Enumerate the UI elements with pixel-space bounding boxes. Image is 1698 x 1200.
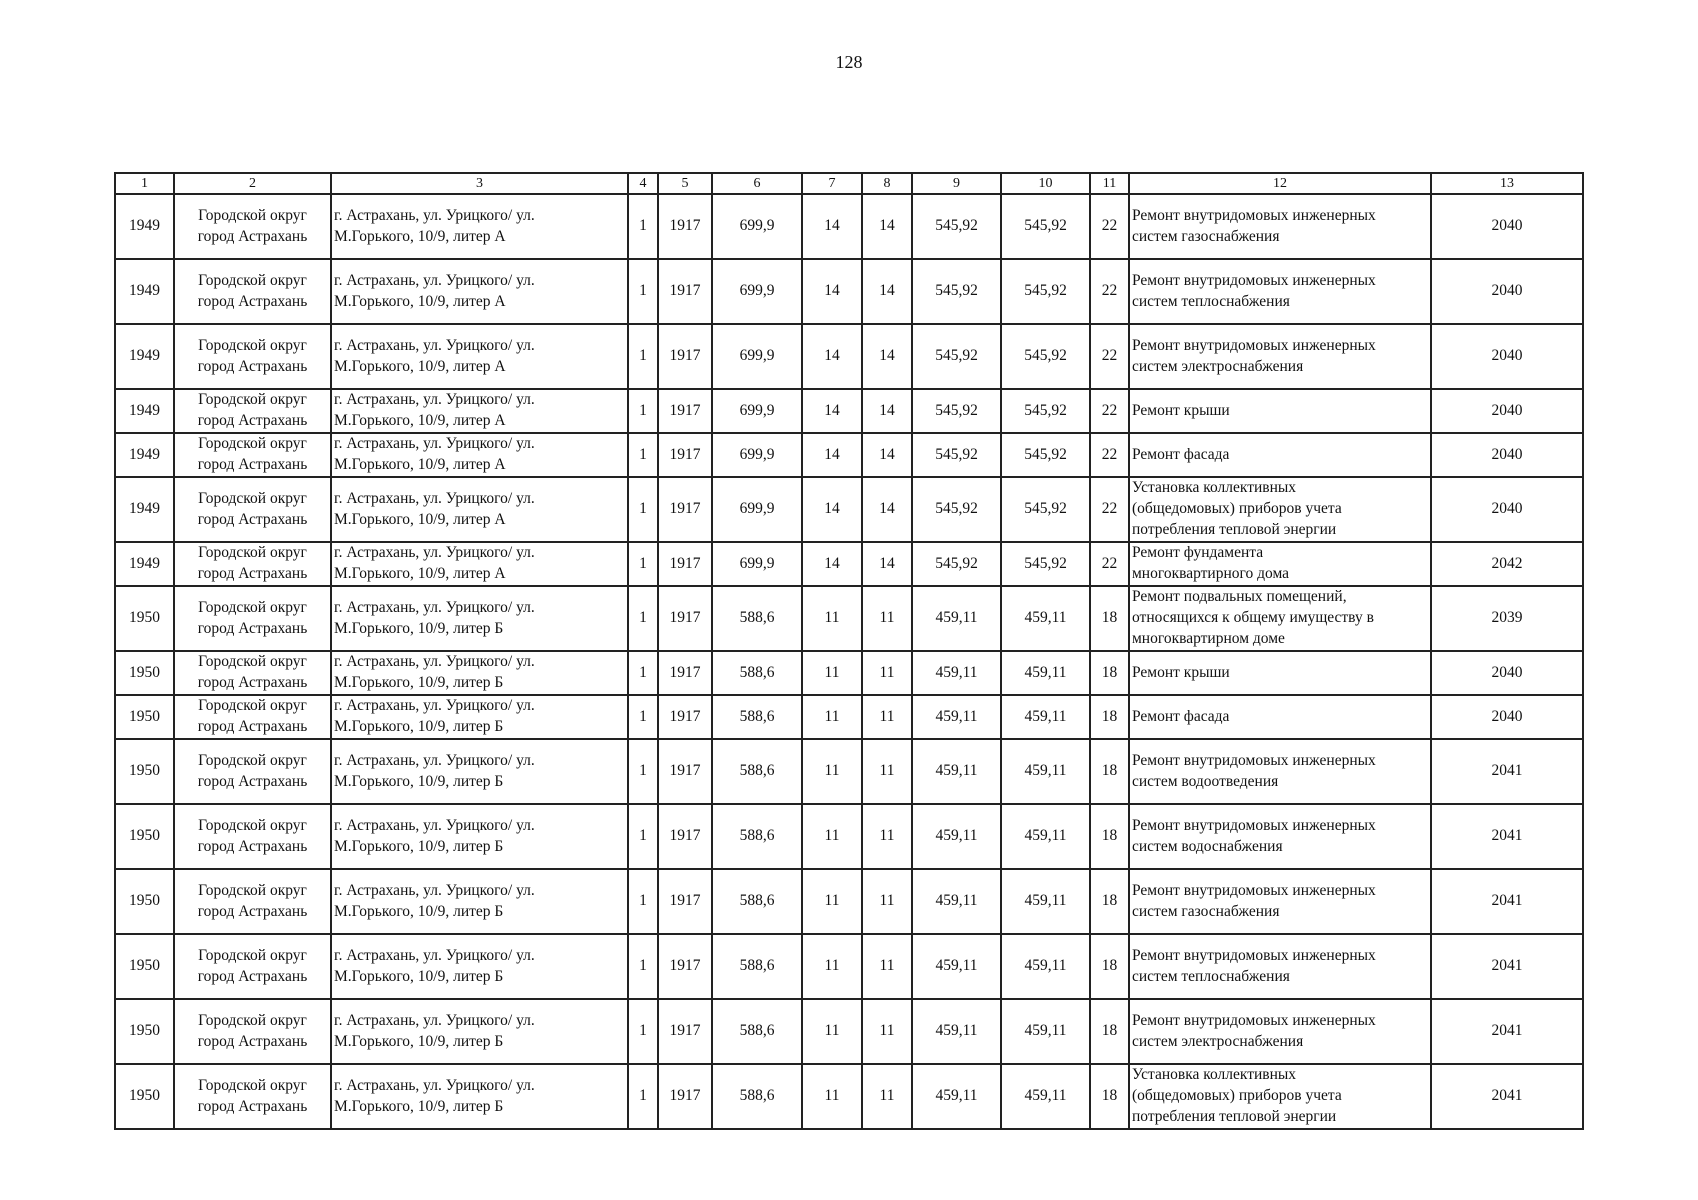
cell-work-type: Ремонт внутридомовых инженерных систем газоснабжения [1129, 194, 1431, 259]
registry-table [114, 172, 1584, 1130]
cell-col-5: 1917 [658, 433, 712, 477]
header-col-7: 7 [802, 173, 862, 194]
cell-work-type: Ремонт внутридомовых инженерных систем водоснабжения [1129, 804, 1431, 869]
cell-col-11: 18 [1090, 586, 1129, 651]
cell-col-5: 1917 [658, 477, 712, 542]
cell-work-type: Ремонт внутридомовых инженерных систем газоснабжения [1129, 869, 1431, 934]
cell-col-9: 545,92 [912, 477, 1001, 542]
cell-year: 2040 [1431, 433, 1583, 477]
cell-address: г. Астрахань, ул. Урицкого/ ул. М.Горького, 10/9, литер А [331, 324, 628, 389]
cell-col-4: 1 [628, 651, 658, 695]
cell-col-5: 1917 [658, 259, 712, 324]
header-col-9: 9 [912, 173, 1001, 194]
cell-year: 2042 [1431, 542, 1583, 586]
cell-col-4: 1 [628, 934, 658, 999]
cell-year: 2041 [1431, 739, 1583, 804]
cell-col-6: 588,6 [712, 804, 802, 869]
cell-col-7: 14 [802, 542, 862, 586]
table-row [115, 324, 1583, 389]
cell-col-6: 588,6 [712, 586, 802, 651]
cell-municipality: Городской округ город Астрахань [174, 477, 331, 542]
cell-address: г. Астрахань, ул. Урицкого/ ул. М.Горького, 10/9, литер Б [331, 1064, 628, 1129]
cell-municipality: Городской округ город Астрахань [174, 1064, 331, 1129]
table-row [115, 1064, 1583, 1129]
cell-col-4: 1 [628, 586, 658, 651]
cell-address: г. Астрахань, ул. Урицкого/ ул. М.Горького, 10/9, литер А [331, 389, 628, 433]
cell-work-type: Установка коллективных (общедомовых) приборов учета потребления тепловой энергии [1129, 1064, 1431, 1129]
cell-year: 2041 [1431, 999, 1583, 1064]
cell-col-7: 11 [802, 869, 862, 934]
cell-municipality: Городской округ город Астрахань [174, 542, 331, 586]
cell-col-5: 1917 [658, 194, 712, 259]
table-row [115, 651, 1583, 695]
cell-col-11: 18 [1090, 651, 1129, 695]
cell-col-5: 1917 [658, 542, 712, 586]
cell-year: 2040 [1431, 194, 1583, 259]
cell-col-4: 1 [628, 869, 658, 934]
cell-col-10: 545,92 [1001, 324, 1090, 389]
cell-col-7: 11 [802, 695, 862, 739]
cell-col-11: 18 [1090, 869, 1129, 934]
cell-col-5: 1917 [658, 934, 712, 999]
cell-col-8: 14 [862, 389, 912, 433]
cell-year: 2040 [1431, 695, 1583, 739]
cell-col-4: 1 [628, 194, 658, 259]
cell-col-11: 18 [1090, 739, 1129, 804]
cell-col-9: 459,11 [912, 999, 1001, 1064]
cell-col-9: 545,92 [912, 542, 1001, 586]
cell-col-11: 22 [1090, 324, 1129, 389]
table-row [115, 586, 1583, 651]
cell-col-8: 14 [862, 542, 912, 586]
header-col-11: 11 [1090, 173, 1129, 194]
cell-col-8: 11 [862, 869, 912, 934]
cell-col-5: 1917 [658, 1064, 712, 1129]
cell-work-type: Ремонт внутридомовых инженерных систем теплоснабжения [1129, 259, 1431, 324]
cell-col-6: 699,9 [712, 324, 802, 389]
table-row [115, 433, 1583, 477]
cell-address: г. Астрахань, ул. Урицкого/ ул. М.Горького, 10/9, литер Б [331, 651, 628, 695]
cell-col-11: 18 [1090, 934, 1129, 999]
cell-id: 1949 [115, 542, 174, 586]
cell-col-10: 459,11 [1001, 651, 1090, 695]
cell-col-9: 459,11 [912, 739, 1001, 804]
cell-col-4: 1 [628, 389, 658, 433]
cell-col-11: 18 [1090, 1064, 1129, 1129]
cell-col-7: 14 [802, 194, 862, 259]
cell-id: 1949 [115, 259, 174, 324]
cell-col-8: 14 [862, 477, 912, 542]
cell-work-type: Установка коллективных (общедомовых) приборов учета потребления тепловой энергии [1129, 477, 1431, 542]
cell-col-4: 1 [628, 739, 658, 804]
cell-address: г. Астрахань, ул. Урицкого/ ул. М.Горького, 10/9, литер Б [331, 934, 628, 999]
cell-col-9: 459,11 [912, 934, 1001, 999]
cell-year: 2041 [1431, 1064, 1583, 1129]
header-col-2: 2 [174, 173, 331, 194]
cell-col-6: 699,9 [712, 477, 802, 542]
cell-col-9: 459,11 [912, 695, 1001, 739]
cell-col-4: 1 [628, 259, 658, 324]
cell-col-8: 11 [862, 695, 912, 739]
cell-col-10: 459,11 [1001, 869, 1090, 934]
cell-work-type: Ремонт фасада [1129, 695, 1431, 739]
cell-col-10: 459,11 [1001, 934, 1090, 999]
cell-work-type: Ремонт фасада [1129, 433, 1431, 477]
cell-col-10: 459,11 [1001, 586, 1090, 651]
cell-work-type: Ремонт подвальных помещений, относящихся к общему имуществу в многоквартирном доме [1129, 586, 1431, 651]
header-col-8: 8 [862, 173, 912, 194]
cell-id: 1949 [115, 194, 174, 259]
cell-municipality: Городской округ город Астрахань [174, 739, 331, 804]
cell-col-10: 545,92 [1001, 542, 1090, 586]
cell-address: г. Астрахань, ул. Урицкого/ ул. М.Горького, 10/9, литер А [331, 542, 628, 586]
cell-col-6: 699,9 [712, 259, 802, 324]
cell-col-11: 18 [1090, 695, 1129, 739]
cell-address: г. Астрахань, ул. Урицкого/ ул. М.Горького, 10/9, литер Б [331, 586, 628, 651]
cell-col-7: 11 [802, 804, 862, 869]
cell-municipality: Городской округ город Астрахань [174, 194, 331, 259]
cell-col-4: 1 [628, 324, 658, 389]
cell-col-6: 699,9 [712, 194, 802, 259]
cell-municipality: Городской округ город Астрахань [174, 934, 331, 999]
cell-col-8: 14 [862, 259, 912, 324]
cell-address: г. Астрахань, ул. Урицкого/ ул. М.Горького, 10/9, литер А [331, 433, 628, 477]
cell-address: г. Астрахань, ул. Урицкого/ ул. М.Горького, 10/9, литер Б [331, 739, 628, 804]
cell-col-11: 22 [1090, 477, 1129, 542]
cell-municipality: Городской округ город Астрахань [174, 259, 331, 324]
cell-col-4: 1 [628, 804, 658, 869]
cell-year: 2040 [1431, 259, 1583, 324]
cell-work-type: Ремонт внутридомовых инженерных систем теплоснабжения [1129, 934, 1431, 999]
cell-col-9: 545,92 [912, 259, 1001, 324]
cell-col-11: 22 [1090, 433, 1129, 477]
cell-col-4: 1 [628, 433, 658, 477]
cell-col-7: 11 [802, 586, 862, 651]
cell-col-8: 11 [862, 1064, 912, 1129]
cell-municipality: Городской округ город Астрахань [174, 433, 331, 477]
cell-col-10: 459,11 [1001, 1064, 1090, 1129]
cell-year: 2040 [1431, 651, 1583, 695]
cell-col-7: 14 [802, 389, 862, 433]
cell-col-8: 11 [862, 934, 912, 999]
cell-col-8: 11 [862, 586, 912, 651]
cell-year: 2040 [1431, 477, 1583, 542]
cell-col-10: 545,92 [1001, 194, 1090, 259]
cell-col-7: 14 [802, 477, 862, 542]
cell-col-10: 545,92 [1001, 259, 1090, 324]
table-body [115, 194, 1583, 1129]
cell-municipality: Городской округ город Астрахань [174, 389, 331, 433]
table-row [115, 477, 1583, 542]
cell-id: 1950 [115, 695, 174, 739]
page-number: 128 [835, 52, 863, 72]
cell-col-9: 459,11 [912, 651, 1001, 695]
cell-col-5: 1917 [658, 389, 712, 433]
cell-id: 1950 [115, 934, 174, 999]
cell-year: 2040 [1431, 324, 1583, 389]
table-row [115, 542, 1583, 586]
table-row [115, 999, 1583, 1064]
table-row [115, 695, 1583, 739]
cell-col-10: 545,92 [1001, 433, 1090, 477]
cell-address: г. Астрахань, ул. Урицкого/ ул. М.Горького, 10/9, литер Б [331, 869, 628, 934]
cell-col-9: 459,11 [912, 869, 1001, 934]
cell-col-5: 1917 [658, 324, 712, 389]
cell-col-5: 1917 [658, 999, 712, 1064]
cell-col-9: 459,11 [912, 586, 1001, 651]
cell-col-8: 11 [862, 739, 912, 804]
cell-col-11: 22 [1090, 259, 1129, 324]
cell-municipality: Городской округ город Астрахань [174, 804, 331, 869]
cell-col-10: 459,11 [1001, 739, 1090, 804]
cell-year: 2041 [1431, 869, 1583, 934]
cell-address: г. Астрахань, ул. Урицкого/ ул. М.Горького, 10/9, литер А [331, 194, 628, 259]
cell-year: 2041 [1431, 934, 1583, 999]
cell-col-6: 588,6 [712, 739, 802, 804]
table-row [115, 934, 1583, 999]
table-row [115, 739, 1583, 804]
header-row [115, 173, 1583, 194]
cell-col-6: 588,6 [712, 869, 802, 934]
cell-col-8: 11 [862, 804, 912, 869]
header-col-5: 5 [658, 173, 712, 194]
cell-col-10: 459,11 [1001, 999, 1090, 1064]
cell-work-type: Ремонт крыши [1129, 389, 1431, 433]
table-header [115, 173, 1583, 194]
cell-work-type: Ремонт внутридомовых инженерных систем электроснабжения [1129, 324, 1431, 389]
cell-municipality: Городской округ город Астрахань [174, 999, 331, 1064]
cell-work-type: Ремонт внутридомовых инженерных систем водоотведения [1129, 739, 1431, 804]
cell-work-type: Ремонт фундамента многоквартирного дома [1129, 542, 1431, 586]
header-col-1: 1 [115, 173, 174, 194]
cell-col-6: 699,9 [712, 389, 802, 433]
cell-col-11: 22 [1090, 194, 1129, 259]
cell-col-6: 588,6 [712, 651, 802, 695]
cell-id: 1950 [115, 804, 174, 869]
cell-col-5: 1917 [658, 651, 712, 695]
cell-col-10: 459,11 [1001, 695, 1090, 739]
cell-municipality: Городской округ город Астрахань [174, 869, 331, 934]
cell-col-4: 1 [628, 542, 658, 586]
cell-id: 1949 [115, 324, 174, 389]
cell-address: г. Астрахань, ул. Урицкого/ ул. М.Горького, 10/9, литер А [331, 259, 628, 324]
cell-id: 1950 [115, 586, 174, 651]
cell-col-5: 1917 [658, 586, 712, 651]
cell-col-4: 1 [628, 1064, 658, 1129]
header-col-12: 12 [1129, 173, 1431, 194]
cell-col-6: 588,6 [712, 934, 802, 999]
table-row [115, 869, 1583, 934]
cell-col-9: 545,92 [912, 389, 1001, 433]
cell-id: 1950 [115, 651, 174, 695]
cell-col-9: 545,92 [912, 194, 1001, 259]
cell-col-7: 14 [802, 259, 862, 324]
cell-col-4: 1 [628, 695, 658, 739]
cell-col-10: 459,11 [1001, 804, 1090, 869]
cell-col-7: 11 [802, 934, 862, 999]
table-row [115, 194, 1583, 259]
cell-col-11: 18 [1090, 804, 1129, 869]
cell-col-7: 14 [802, 324, 862, 389]
cell-col-7: 11 [802, 1064, 862, 1129]
table-row [115, 259, 1583, 324]
cell-col-8: 14 [862, 433, 912, 477]
cell-municipality: Городской округ город Астрахань [174, 324, 331, 389]
cell-municipality: Городской округ город Астрахань [174, 695, 331, 739]
cell-work-type: Ремонт крыши [1129, 651, 1431, 695]
cell-col-11: 18 [1090, 999, 1129, 1064]
cell-col-6: 699,9 [712, 433, 802, 477]
cell-col-5: 1917 [658, 869, 712, 934]
cell-id: 1950 [115, 1064, 174, 1129]
cell-id: 1949 [115, 389, 174, 433]
cell-col-7: 11 [802, 651, 862, 695]
cell-col-8: 11 [862, 651, 912, 695]
header-col-3: 3 [331, 173, 628, 194]
cell-address: г. Астрахань, ул. Урицкого/ ул. М.Горького, 10/9, литер Б [331, 999, 628, 1064]
cell-col-8: 14 [862, 194, 912, 259]
cell-col-5: 1917 [658, 739, 712, 804]
cell-col-6: 588,6 [712, 1064, 802, 1129]
cell-col-4: 1 [628, 999, 658, 1064]
cell-col-7: 14 [802, 433, 862, 477]
cell-col-8: 11 [862, 999, 912, 1064]
cell-id: 1949 [115, 477, 174, 542]
cell-col-6: 699,9 [712, 542, 802, 586]
cell-year: 2039 [1431, 586, 1583, 651]
cell-col-6: 588,6 [712, 999, 802, 1064]
cell-year: 2041 [1431, 804, 1583, 869]
cell-municipality: Городской округ город Астрахань [174, 586, 331, 651]
cell-col-9: 545,92 [912, 433, 1001, 477]
cell-id: 1949 [115, 433, 174, 477]
cell-col-6: 588,6 [712, 695, 802, 739]
header-col-6: 6 [712, 173, 802, 194]
cell-col-5: 1917 [658, 804, 712, 869]
cell-address: г. Астрахань, ул. Урицкого/ ул. М.Горького, 10/9, литер Б [331, 695, 628, 739]
table-row [115, 804, 1583, 869]
cell-col-7: 11 [802, 739, 862, 804]
header-col-10: 10 [1001, 173, 1090, 194]
cell-work-type: Ремонт внутридомовых инженерных систем электроснабжения [1129, 999, 1431, 1064]
cell-municipality: Городской округ город Астрахань [174, 651, 331, 695]
cell-address: г. Астрахань, ул. Урицкого/ ул. М.Горького, 10/9, литер Б [331, 804, 628, 869]
table-row [115, 389, 1583, 433]
cell-col-10: 545,92 [1001, 389, 1090, 433]
cell-col-4: 1 [628, 477, 658, 542]
cell-col-11: 22 [1090, 542, 1129, 586]
cell-col-9: 459,11 [912, 804, 1001, 869]
header-col-13: 13 [1431, 173, 1583, 194]
cell-col-9: 545,92 [912, 324, 1001, 389]
cell-id: 1950 [115, 999, 174, 1064]
cell-col-10: 545,92 [1001, 477, 1090, 542]
cell-id: 1950 [115, 869, 174, 934]
cell-col-5: 1917 [658, 695, 712, 739]
cell-col-9: 459,11 [912, 1064, 1001, 1129]
cell-address: г. Астрахань, ул. Урицкого/ ул. М.Горького, 10/9, литер А [331, 477, 628, 542]
cell-col-7: 11 [802, 999, 862, 1064]
cell-id: 1950 [115, 739, 174, 804]
cell-col-11: 22 [1090, 389, 1129, 433]
cell-year: 2040 [1431, 389, 1583, 433]
cell-col-8: 14 [862, 324, 912, 389]
header-col-4: 4 [628, 173, 658, 194]
